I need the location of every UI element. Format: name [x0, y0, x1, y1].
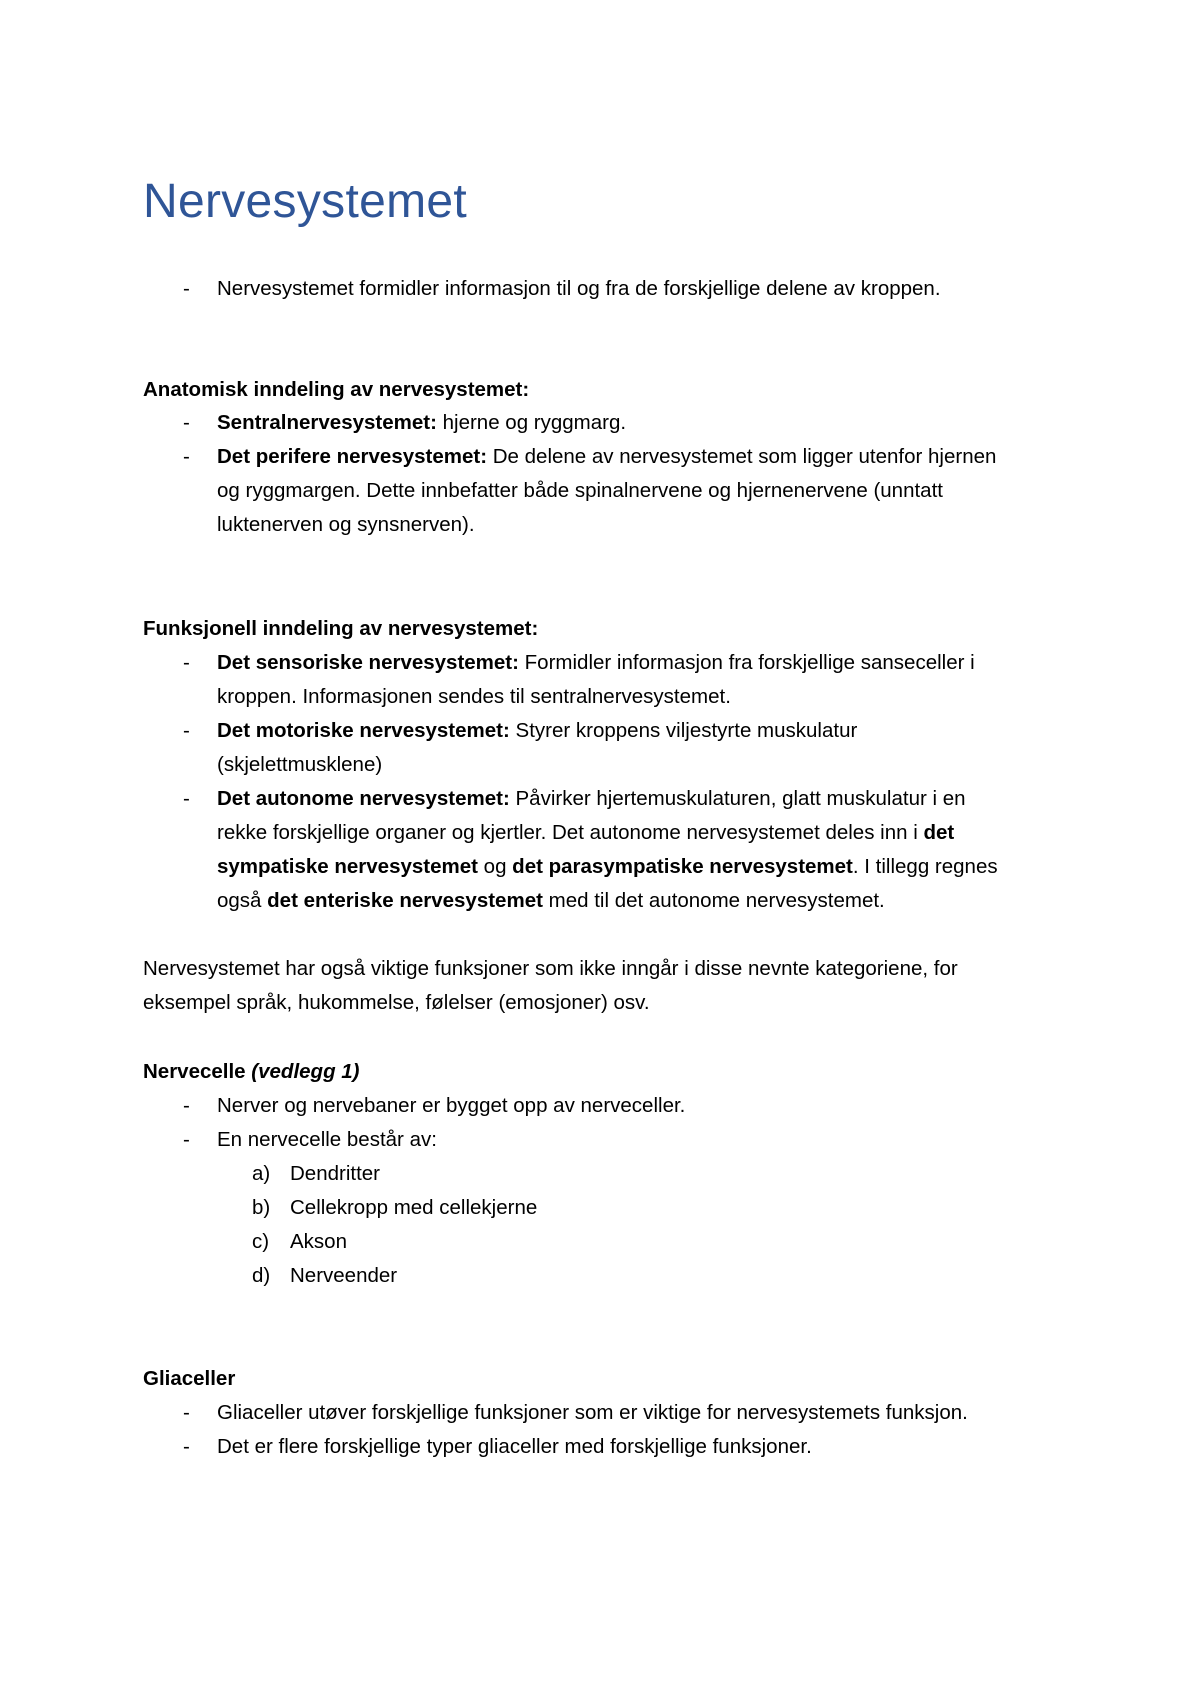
list-item: Cellekropp med cellekjerne — [290, 1196, 538, 1219]
bullet-dash: - — [183, 1435, 190, 1458]
list-item-continuation: sympatiske nervesystemet og det parasympatiske nervesystemet. I tillegg regnes — [217, 855, 998, 878]
bullet-dash: - — [183, 445, 190, 468]
section-heading-anatomisk: Anatomisk inndeling av nervesystemet: — [143, 378, 530, 401]
list-letter: a) — [252, 1162, 271, 1185]
list-item-continuation: også det enteriske nervesystemet med til det autonome nervesystemet. — [217, 889, 885, 912]
paragraph-line: Nervesystemet har også viktige funksjoner som ikke inngår i disse nevnte kategoriene, for — [143, 957, 958, 980]
list-letter: c) — [252, 1230, 270, 1253]
page-title: Nervesystemet — [143, 175, 467, 228]
list-item: Det er flere forskjellige typer gliaceller med forskjellige funksjoner. — [217, 1435, 812, 1458]
intro-text: Nervesystemet formidler informasjon til og fra de forskjellige delene av kroppen. — [217, 277, 941, 300]
list-item-continuation: rekke forskjellige organer og kjertler. Det autonome nervesystemet deles inn i det — [217, 821, 955, 844]
list-letter: b) — [252, 1196, 271, 1219]
list-item: Det perifere nervesystemet: De delene av nervesystemet som ligger utenfor hjernen — [217, 445, 997, 468]
list-item: Det sensoriske nervesystemet: Formidler informasjon fra forskjellige sanseceller i — [217, 651, 975, 674]
list-item: Nerveender — [290, 1264, 398, 1287]
paragraph-line: eksempel språk, hukommelse, følelser (emosjoner) osv. — [143, 991, 650, 1014]
list-item: Dendritter — [290, 1162, 381, 1185]
bullet-dash: - — [183, 719, 190, 742]
list-item: Gliaceller utøver forskjellige funksjoner som er viktige for nervesystemets funksjon. — [217, 1401, 968, 1424]
bullet-dash: - — [183, 1401, 190, 1424]
bullet-dash: - — [183, 787, 190, 810]
list-item-continuation: og ryggmargen. Dette innbefatter både spinalnervene og hjernenervene (unntatt — [217, 479, 943, 502]
bullet-dash: - — [183, 651, 190, 674]
list-item-continuation: kroppen. Informasjonen sendes til sentralnervesystemet. — [217, 685, 731, 708]
bullet-dash: - — [183, 411, 190, 434]
list-item: Sentralnervesystemet: hjerne og ryggmarg. — [217, 411, 627, 434]
list-item-continuation: (skjelettmusklene) — [217, 753, 383, 776]
list-item: Nerver og nervebaner er bygget opp av nerveceller. — [217, 1094, 686, 1117]
bullet-dash: - — [183, 1128, 190, 1151]
section-heading-nervecelle: Nervecelle (vedlegg 1) — [143, 1060, 360, 1083]
bullet-dash: - — [183, 1094, 190, 1117]
section-heading-funksjonell: Funksjonell inndeling av nervesystemet: — [143, 617, 539, 640]
list-item: Det autonome nervesystemet: Påvirker hjertemuskulaturen, glatt muskulatur i en — [217, 787, 966, 810]
list-item: Det motoriske nervesystemet: Styrer kroppens viljestyrte muskulatur — [217, 719, 858, 742]
bullet-dash: - — [183, 277, 190, 300]
list-item: En nervecelle består av: — [217, 1128, 437, 1151]
section-heading-gliaceller: Gliaceller — [143, 1367, 236, 1390]
list-item: Akson — [290, 1230, 347, 1253]
list-item-continuation: luktenerven og synsnerven). — [217, 513, 475, 536]
list-letter: d) — [252, 1264, 271, 1287]
